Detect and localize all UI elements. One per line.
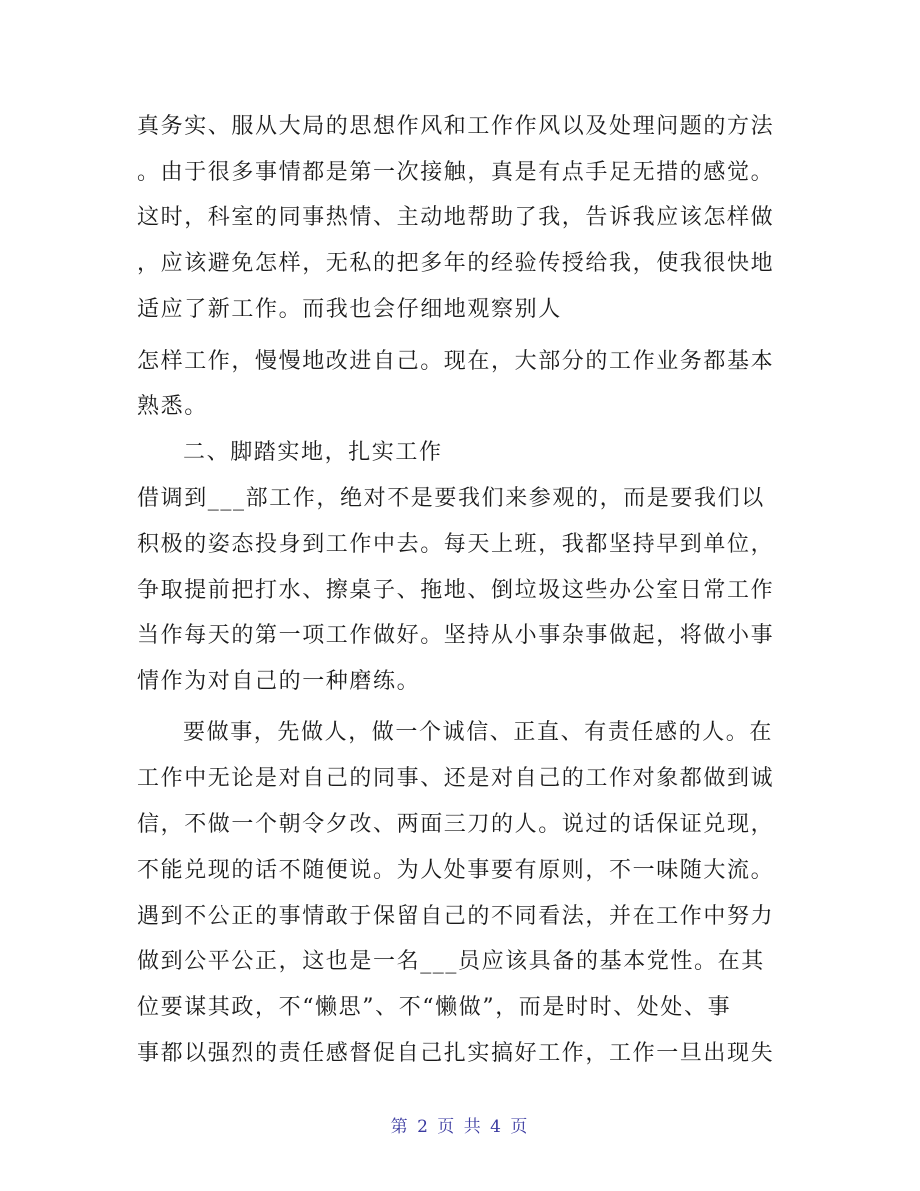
text-line: 信，不做一个朝令夕改、两面三刀的人。说过的话保证兑现， bbox=[137, 812, 775, 837]
text-line: 要做事，先做人，做一个诚信、正直、有责任感的人。在 bbox=[183, 720, 774, 745]
text-line: 这时，科室的同事热情、主动地帮助了我，告诉我应该怎样做 bbox=[137, 205, 775, 230]
text-line: 真务实、服从大局的思想作风和工作作风以及处理问题的方法 bbox=[137, 114, 775, 139]
text-line: 争取提前把打水、擦桌子、拖地、倒垃圾这些办公室日常工作 bbox=[137, 578, 775, 603]
text-line: 不能兑现的话不随便说。为人处事要有原则，不一味随大流。 bbox=[137, 858, 775, 883]
page-number: 第 2 页 共 4 页 bbox=[390, 1117, 530, 1137]
text-line: 适应了新工作。而我也会仔细地观察别人 bbox=[137, 297, 562, 322]
text-line: 工作中无论是对自己的同事、还是对自己的工作对象都做到诚 bbox=[137, 766, 775, 791]
text-line: 事都以强烈的责任感督促自己扎实搞好工作，工作一旦出现失 bbox=[137, 1041, 775, 1066]
text-line: 。由于很多事情都是第一次接触，真是有点手足无措的感觉。 bbox=[137, 160, 775, 185]
text-line: 怎样工作，慢慢地改进自己。现在，大部分的工作业务都基本 bbox=[137, 349, 775, 374]
text-line: 位要谋其政，不“懒思”、不“懒做”，而是时时、处处、事 bbox=[137, 995, 732, 1020]
text-line: ，应该避免怎样，无私的把多年的经验传授给我，使我很快地 bbox=[137, 251, 775, 276]
text-line: 做到公平公正，这也是一名___员应该具备的基本党性。在其 bbox=[137, 949, 765, 974]
text-line: 借调到___部工作，绝对不是要我们来参观的，而是要我们以 bbox=[137, 486, 765, 511]
text-line: 积极的姿态投身到工作中去。每天上班，我都坚持早到单位， bbox=[137, 532, 775, 557]
text-line: 熟悉。 bbox=[137, 394, 208, 419]
text-line: 遇到不公正的事情敢于保留自己的不同看法，并在工作中努力 bbox=[137, 904, 775, 929]
text-line: 情作为对自己的一种磨练。 bbox=[137, 669, 421, 694]
text-line: 当作每天的第一项工作做好。坚持从小事杂事做起，将做小事 bbox=[137, 623, 775, 648]
section-heading: 二、脚踏实地，扎实工作 bbox=[183, 440, 443, 465]
